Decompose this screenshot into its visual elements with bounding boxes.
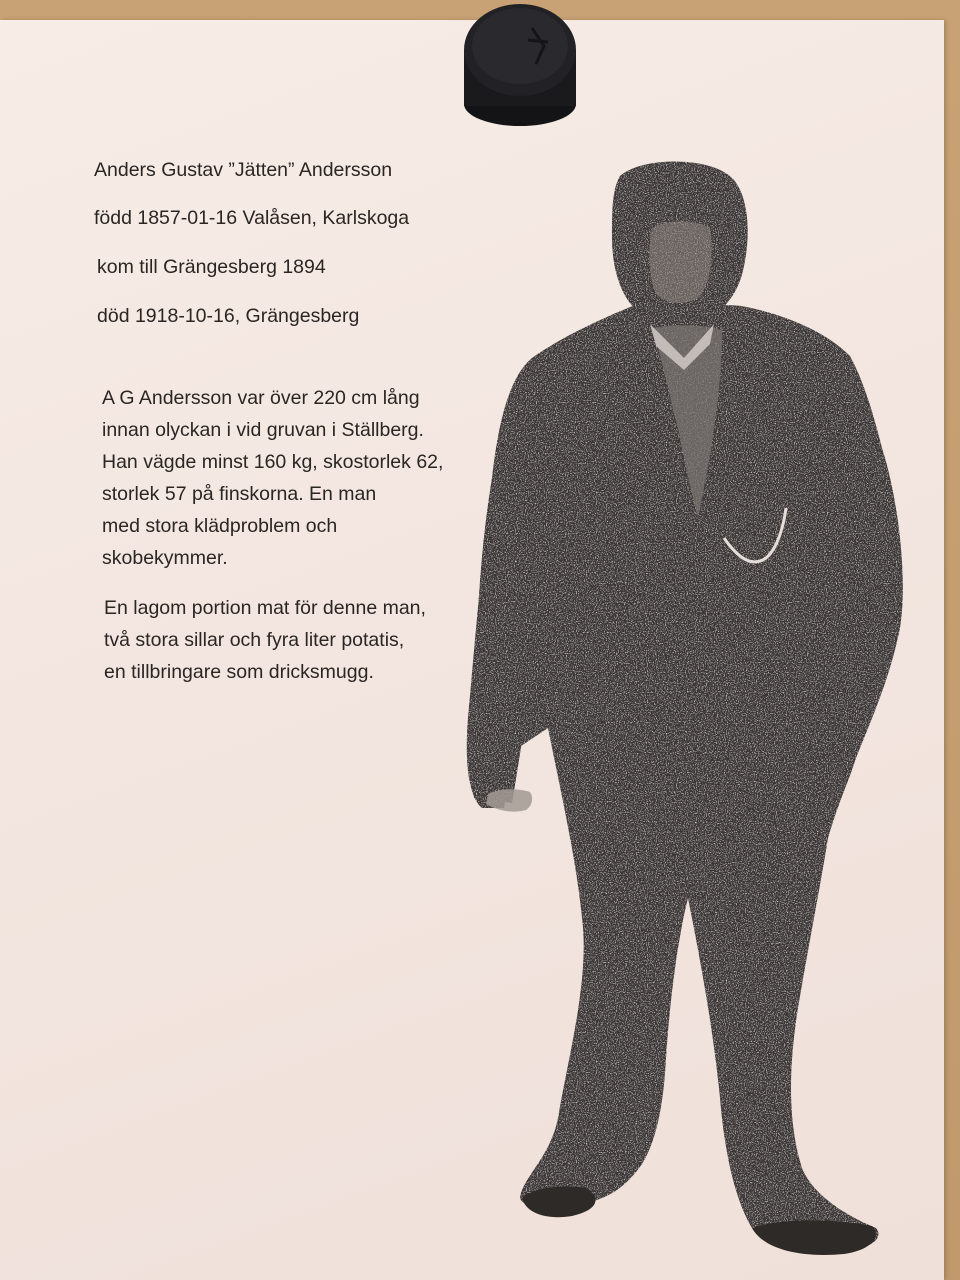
paragraph-2-line: en tillbringare som dricksmugg.: [104, 661, 374, 683]
paper-sheet: [0, 20, 944, 1280]
paragraph-2-line: En lagom portion mat för denne man,: [104, 597, 426, 619]
birth-line: född 1857-01-16 Valåsen, Karlskoga: [94, 207, 410, 229]
death-line: död 1918-10-16, Grängesberg: [97, 305, 360, 327]
paragraph-1-line: storlek 57 på finskorna. En man: [102, 483, 377, 505]
paragraph-1-line: skobekymmer.: [102, 547, 228, 569]
paragraph-1-line: med stora klädproblem och: [102, 515, 338, 537]
paragraph-1-line: innan olyckan i vid gruvan i Ställberg.: [102, 419, 424, 441]
paragraph-1-line: Han vägde minst 160 kg, skostorlek 62,: [102, 451, 444, 473]
portrait-photo: [452, 158, 908, 1280]
description-paragraph-1: [102, 382, 443, 574]
person-name: Anders Gustav ”Jätten” Andersson: [94, 159, 393, 181]
description-paragraph-2: [104, 592, 426, 688]
paragraph-2-line: två stora sillar och fyra liter potatis,: [104, 629, 405, 651]
magnet-icon: [462, 0, 578, 128]
paragraph-1-line: A G Andersson var över 220 cm lång: [102, 387, 420, 409]
arrival-line: kom till Grängesberg 1894: [97, 256, 326, 278]
